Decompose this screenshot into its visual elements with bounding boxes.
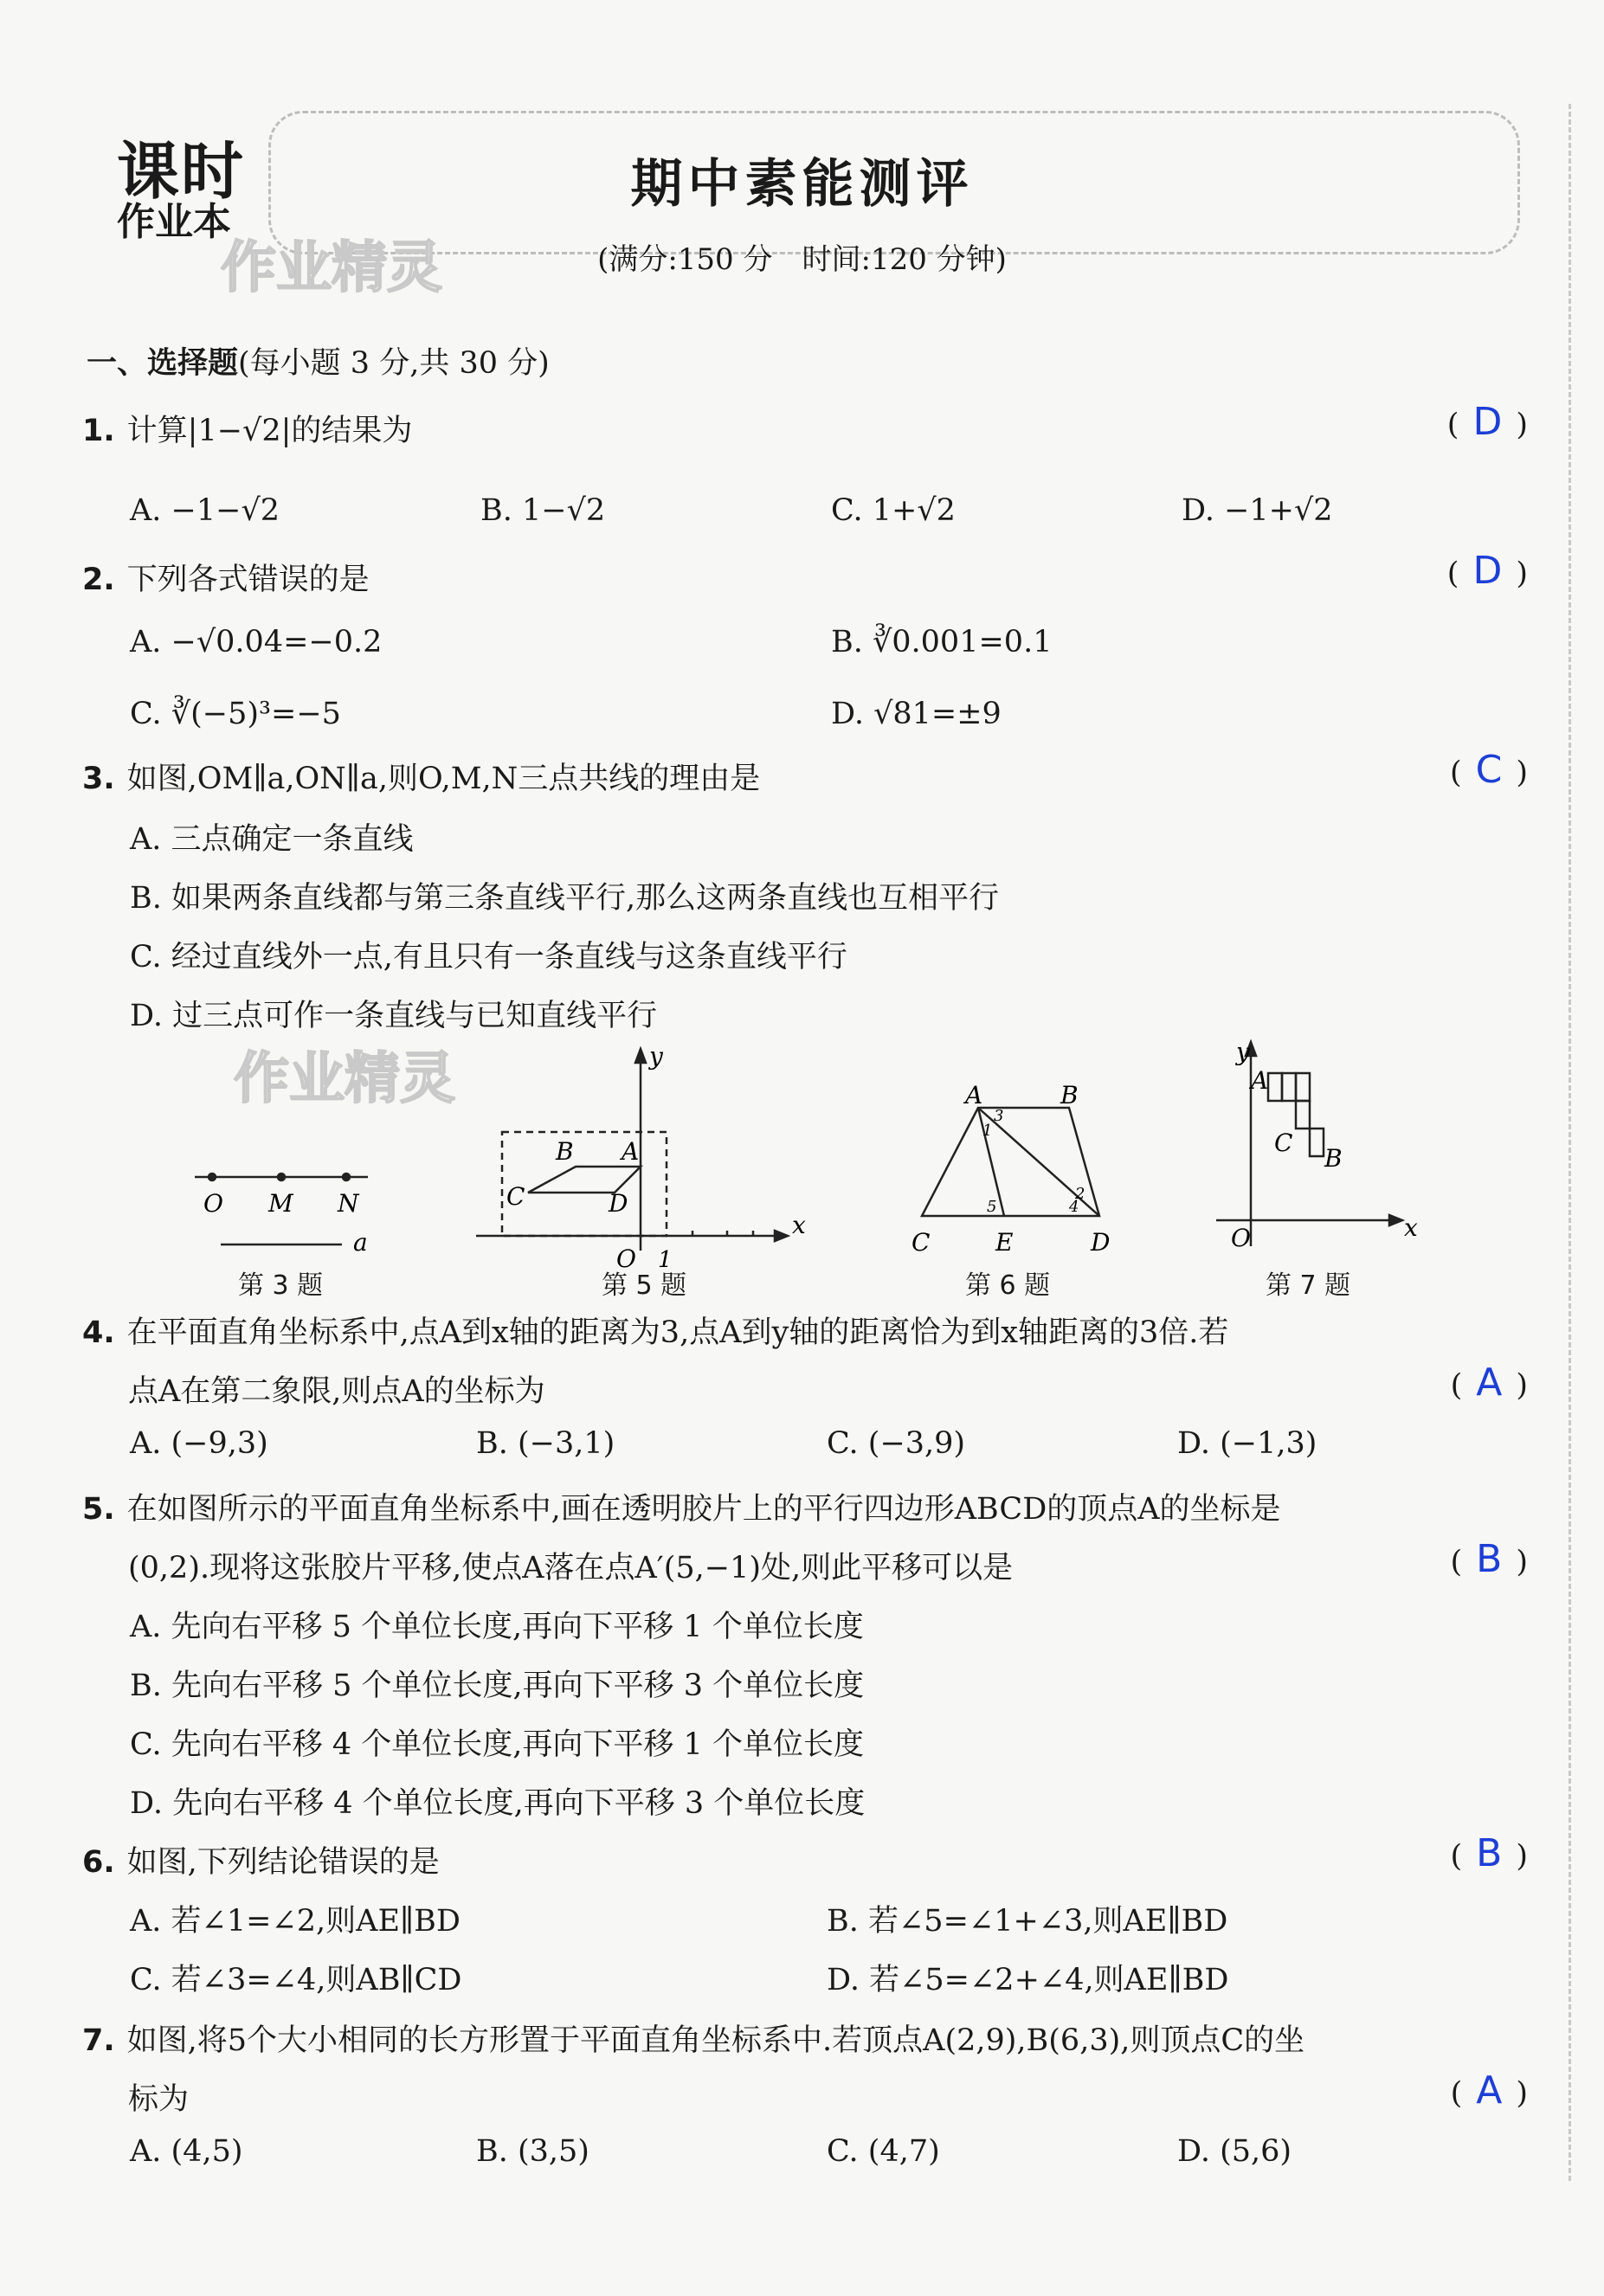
question-text: 下列各式错误的是 (126, 563, 370, 597)
section-title: 一、选择题 (87, 346, 239, 381)
answer-letter: A (1476, 1360, 1503, 1405)
brand-logo-line2: 作业本 (117, 200, 231, 244)
q5-option-d[interactable]: D. 先向右平移 4 个单位长度,再向下平移 3 个单位长度 (130, 1786, 866, 1821)
question-5-stem-cont: (0,2).现将这张胶片平移,使点A落在点A′(5,−1)处,则此平移可以是 (128, 1551, 1014, 1585)
fig7-label-y: y (1236, 1039, 1250, 1066)
page-title: 期中素能测评 (630, 154, 974, 215)
watermark: 作业精灵 (221, 236, 442, 300)
q4-option-b[interactable]: B. (−3,1) (476, 1426, 615, 1461)
fig5-label-b: B (556, 1137, 574, 1166)
fig7-label-a: A (1251, 1066, 1269, 1095)
fig6-angle-2: 2 (1075, 1185, 1085, 1203)
q2-option-b[interactable]: B. ∛0.001=0.1 (831, 625, 1053, 659)
q1-option-c[interactable]: C. 1+√2 (831, 493, 956, 528)
fig3-label-a: a (353, 1228, 368, 1257)
question-number: 2. (82, 563, 115, 597)
q4-option-a[interactable]: A. (−9,3) (130, 1426, 268, 1461)
fig5-label-o: O (616, 1244, 636, 1273)
question-4-stem-cont: 点A在第二象限,则点A的坐标为 (128, 1374, 545, 1409)
q1-option-b[interactable]: B. 1−√2 (480, 493, 606, 528)
question-number: 7. (82, 2023, 115, 2058)
answer-letter: D (1472, 400, 1503, 444)
fig5-label-c: C (506, 1182, 525, 1211)
fig5-caption: 第 5 题 (602, 1270, 687, 1301)
fig6-label-d: D (1091, 1228, 1111, 1257)
answer-6: ( B ) (1450, 1831, 1528, 1875)
q2-option-d[interactable]: D. √81=±9 (831, 697, 1002, 731)
question-number: 1. (82, 414, 115, 448)
question-text: 计算|1−√2|的结果为 (126, 414, 413, 448)
fig7-label-c: C (1274, 1129, 1293, 1157)
answer-2: ( D ) (1446, 549, 1528, 593)
q5-option-a[interactable]: A. 先向右平移 5 个单位长度,再向下平移 1 个单位长度 (130, 1610, 864, 1644)
answer-letter: D (1472, 549, 1503, 593)
answer-letter: B (1476, 1831, 1503, 1875)
answer-letter: B (1476, 1537, 1503, 1581)
watermark-2: 作业精灵 (234, 1047, 455, 1111)
figure-7 (1216, 1042, 1402, 1246)
fig7-caption: 第 7 题 (1266, 1270, 1351, 1301)
fig6-angle-4: 4 (1069, 1198, 1079, 1216)
fig6-angle-3: 3 (994, 1107, 1004, 1125)
margin-divider (1569, 104, 1571, 2181)
brand-logo-line1: 课时 (117, 135, 246, 208)
fig3-label-m: M (268, 1189, 293, 1218)
q3-option-b[interactable]: B. 如果两条直线都与第三条直线平行,那么这两条直线也互相平行 (130, 881, 1000, 916)
answer-3: ( C ) (1449, 748, 1528, 792)
fig6-angle-5: 5 (987, 1198, 997, 1216)
question-number: 6. (82, 1845, 115, 1880)
fig6-label-a: A (965, 1081, 983, 1109)
question-number: 3. (82, 762, 115, 796)
q6-option-b[interactable]: B. 若∠5=∠1+∠3,则AE∥BD (827, 1904, 1228, 1939)
figures-row (182, 1039, 1480, 1281)
question-2-stem (82, 556, 370, 599)
fig5-label-d: D (609, 1189, 628, 1218)
question-3-stem (82, 755, 760, 798)
q3-option-d[interactable]: D. 过三点可作一条直线与已知直线平行 (130, 999, 658, 1033)
question-5-stem (82, 1485, 1281, 1528)
question-6-stem (82, 1838, 440, 1881)
q3-option-c[interactable]: C. 经过直线外一点,有且只有一条直线与这条直线平行 (130, 940, 847, 974)
fig7-label-b: B (1324, 1144, 1343, 1173)
question-text: 如图,下列结论错误的是 (126, 1845, 440, 1880)
answer-4: ( A ) (1450, 1360, 1528, 1405)
answer-7: ( A ) (1450, 2068, 1528, 2113)
fig7-label-x: x (1404, 1213, 1418, 1242)
q1-option-d[interactable]: D. −1+√2 (1182, 493, 1333, 528)
question-number: 5. (82, 1492, 115, 1527)
q6-option-c[interactable]: C. 若∠3=∠4,则AB∥CD (130, 1963, 462, 1997)
question-1-stem (82, 407, 412, 450)
q5-option-c[interactable]: C. 先向右平移 4 个单位长度,再向下平移 1 个单位长度 (130, 1727, 864, 1762)
fig6-label-c: C (912, 1228, 931, 1257)
answer-letter: C (1475, 748, 1503, 792)
fig7-label-o: O (1231, 1224, 1251, 1252)
fig5-label-x: x (792, 1211, 806, 1239)
q6-option-a[interactable]: A. 若∠1=∠2,则AE∥BD (130, 1904, 461, 1939)
q7-option-b[interactable]: B. (3,5) (476, 2134, 589, 2169)
q1-option-a[interactable]: A. −1−√2 (130, 493, 280, 528)
answer-letter: A (1476, 2068, 1503, 2113)
question-4-stem (82, 1309, 1228, 1352)
fig5-label-1: 1 (658, 1247, 673, 1273)
fig6-label-b: B (1060, 1081, 1079, 1109)
question-7-stem-cont: 标为 (128, 2082, 190, 2117)
q4-option-c[interactable]: C. (−3,9) (827, 1426, 966, 1461)
fig3-label-o: O (203, 1189, 223, 1218)
fig6-label-e: E (995, 1228, 1014, 1257)
q6-option-d[interactable]: D. 若∠5=∠2+∠4,则AE∥BD (827, 1963, 1229, 1997)
page-subtitle: (满分:150 分 时间:120 分钟) (597, 242, 1007, 277)
question-number: 4. (82, 1315, 115, 1350)
q4-option-d[interactable]: D. (−1,3) (1177, 1426, 1317, 1461)
fig5-label-a: A (622, 1137, 640, 1166)
q2-option-a[interactable]: A. −√0.04=−0.2 (130, 625, 383, 659)
q3-option-a[interactable]: A. 三点确定一条直线 (130, 822, 414, 857)
question-text: 在平面直角坐标系中,点A到x轴的距离为3,点A到y轴的距离恰为到x轴距离的3倍.若 (126, 1315, 1229, 1350)
section-heading (87, 339, 550, 383)
question-text: 在如图所示的平面直角坐标系中,画在透明胶片上的平行四边形ABCD的顶点A的坐标是 (126, 1492, 1281, 1527)
question-text: 如图,OM∥a,ON∥a,则O,M,N三点共线的理由是 (126, 762, 761, 796)
q7-option-a[interactable]: A. (4,5) (130, 2134, 243, 2169)
q7-option-d[interactable]: D. (5,6) (1177, 2134, 1292, 2169)
fig6-caption: 第 6 题 (965, 1270, 1051, 1301)
section-note: (每小题 3 分,共 30 分) (238, 346, 550, 381)
question-text: 如图,将5个大小相同的长方形置于平面直角坐标系中.若顶点A(2,9),B(6,3),则顶点C的坐 (126, 2023, 1305, 2058)
fig3-caption: 第 3 题 (238, 1270, 324, 1301)
fig5-label-y: y (649, 1042, 663, 1071)
q2-option-c[interactable]: C. ∛(−5)³=−5 (130, 697, 341, 731)
answer-1: ( D ) (1446, 400, 1528, 444)
fig6-angle-1: 1 (982, 1122, 993, 1140)
answer-5: ( B ) (1450, 1537, 1528, 1581)
question-7-stem (82, 2016, 1304, 2060)
fig3-label-n: N (338, 1189, 359, 1218)
q7-option-c[interactable]: C. (4,7) (827, 2134, 940, 2169)
q5-option-b[interactable]: B. 先向右平移 5 个单位长度,再向下平移 3 个单位长度 (130, 1669, 865, 1703)
